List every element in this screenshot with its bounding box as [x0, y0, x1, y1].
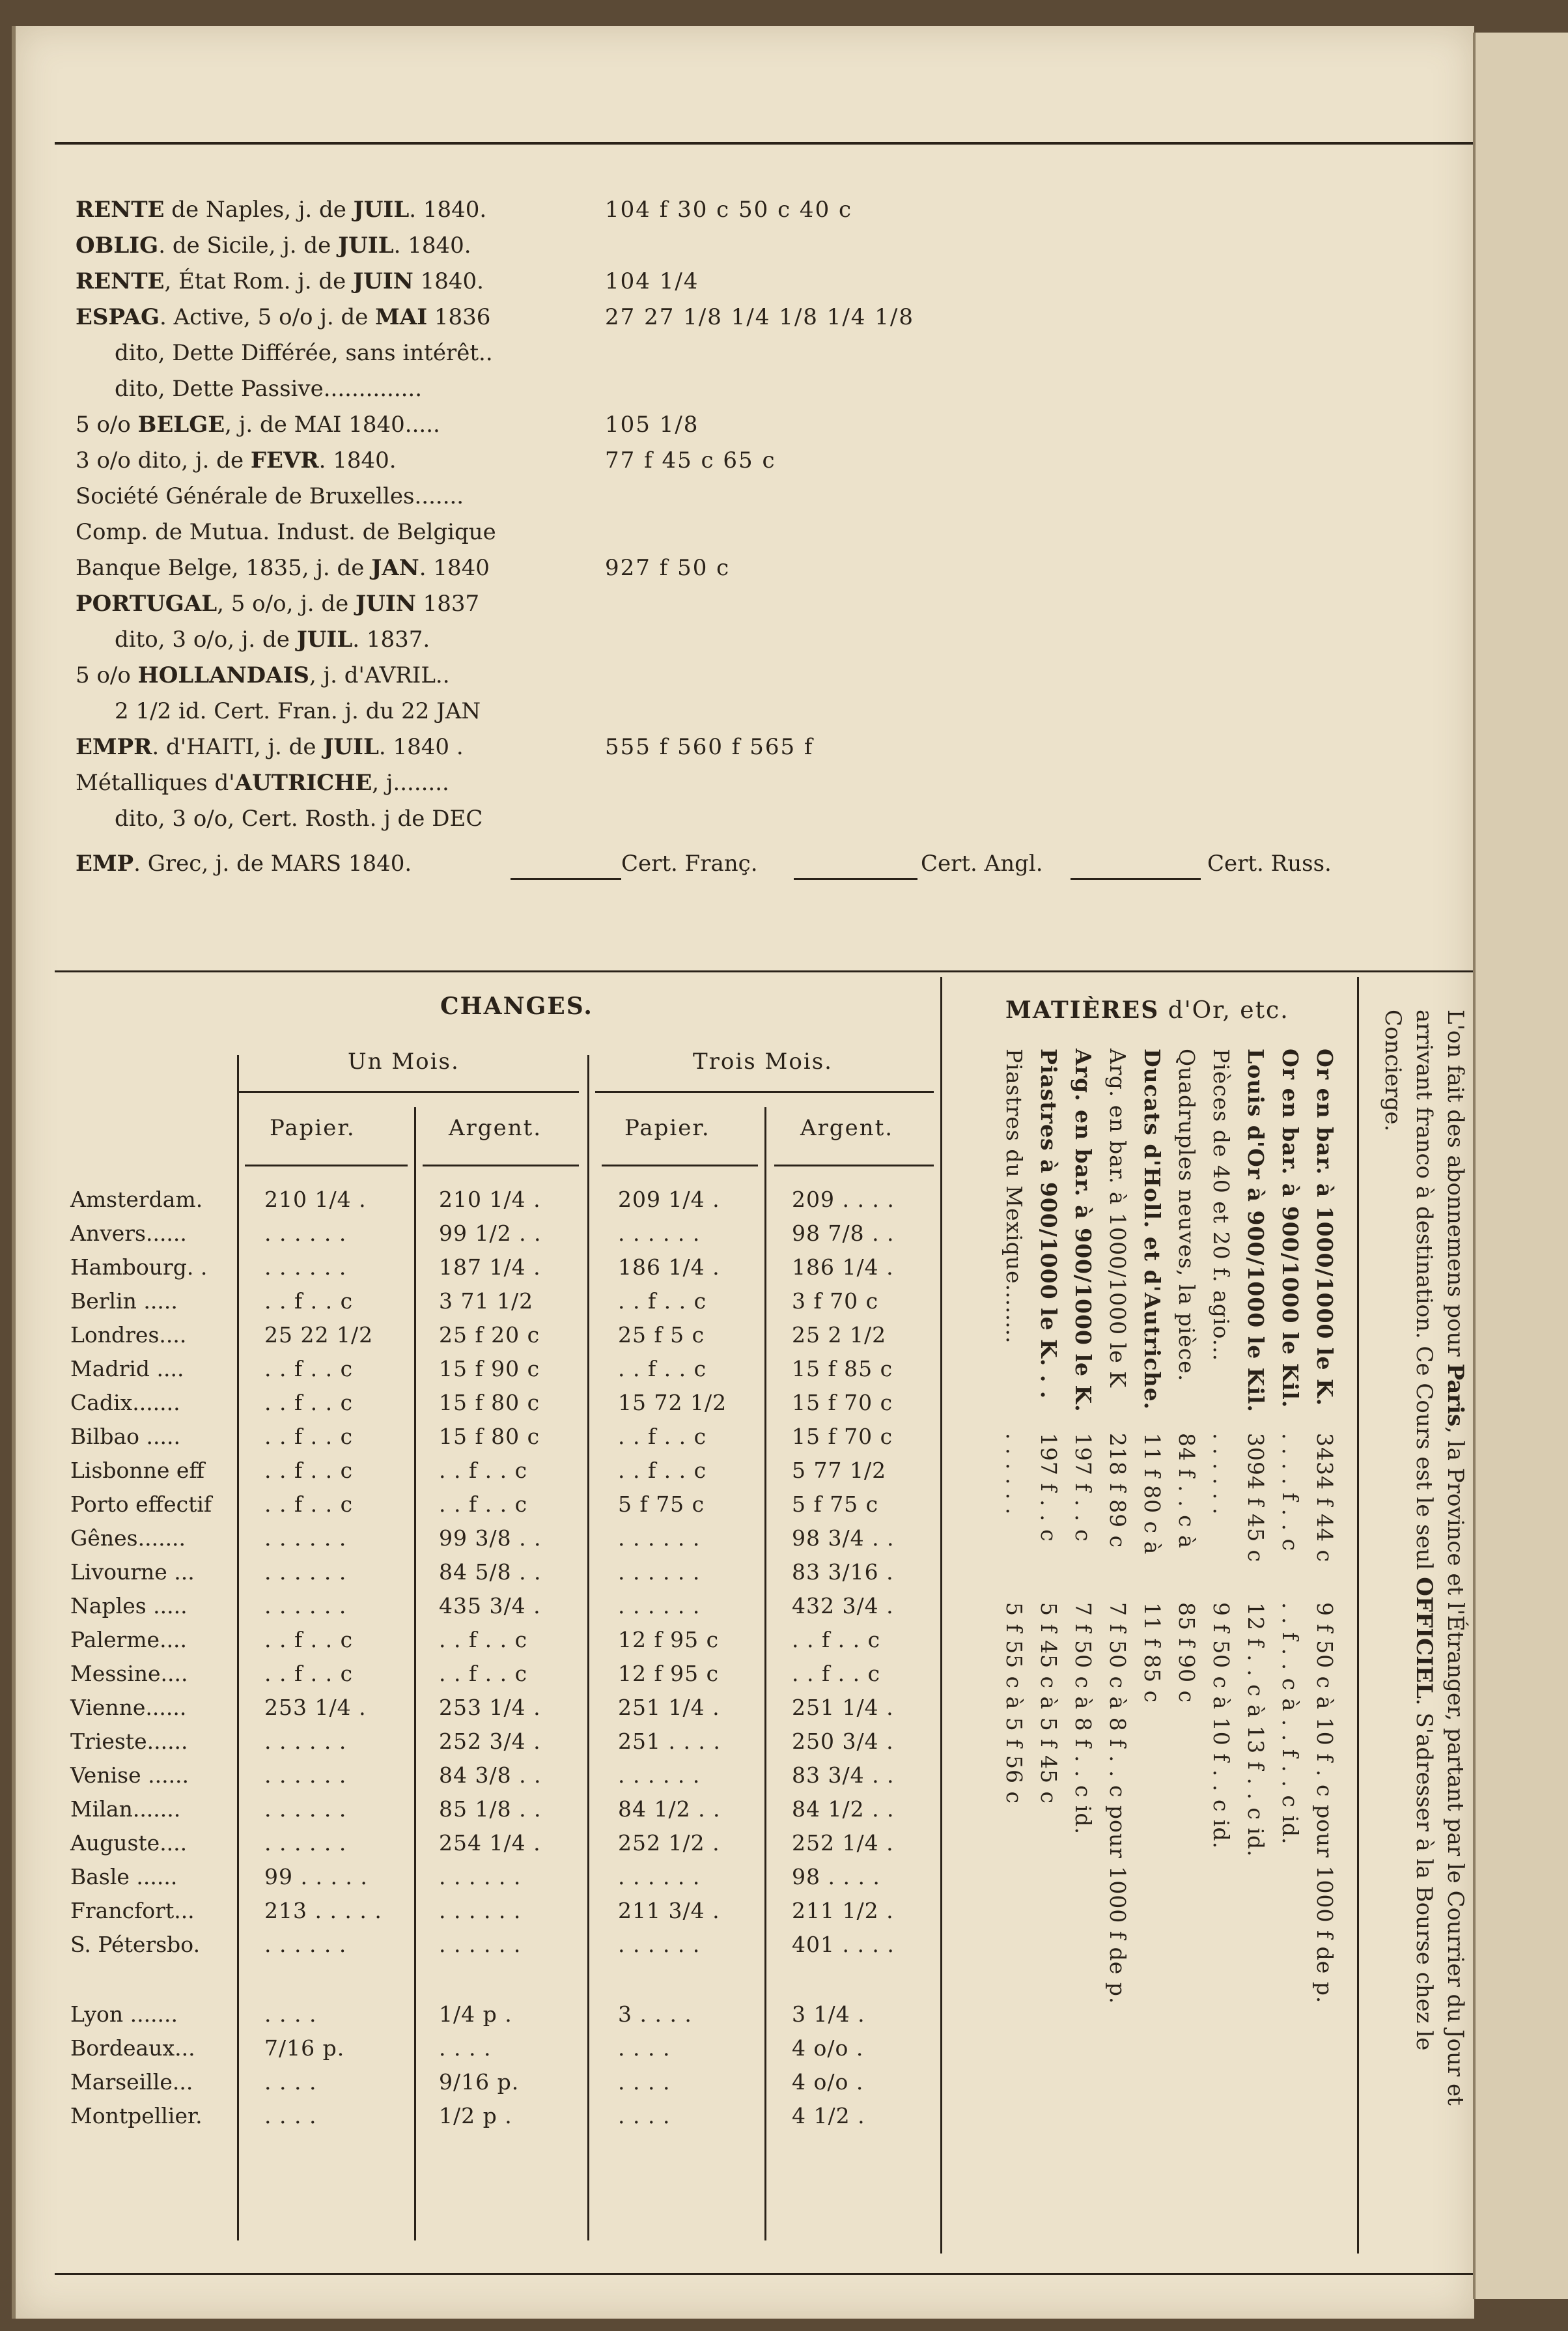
rente-label: Banque Belge, 1835, j. de JAN. 1840	[76, 555, 490, 581]
matiere-note: 7 f 50 c à 8 f . . c pour 1000 f de p.	[1105, 1602, 1130, 2005]
rate-cell-p3: . . f . . c	[618, 1458, 707, 1483]
rate-cell-a3: 211 1/2 .	[792, 1898, 894, 1923]
col-divider-2	[414, 1107, 416, 2240]
matiere-price: 84 f . . c à	[1174, 1433, 1199, 1549]
rate-cell-a1: 15 f 80 c	[439, 1424, 540, 1449]
rate-cell-p3: . . . . . .	[618, 1932, 701, 1957]
rate-cell-a3: 251 1/4 .	[792, 1695, 894, 1720]
city-name: Cadix.......	[70, 1390, 180, 1415]
argent-3-rule	[774, 1165, 934, 1166]
rate-cell-p3: . . . .	[618, 2035, 671, 2061]
matiere-price: 11 f 80 c à	[1140, 1433, 1165, 1555]
rente-label: 2 1/2 id. Cert. Fran. j. du 22 JAN	[115, 698, 481, 724]
rate-cell-p3: . . . . . .	[618, 1762, 701, 1788]
subscription-notice: L'on fait des abonnemens pour Paris, la Province et l'Étranger, partant par le Courrier du Jour et arrivant franco à destination. Ce Cours est le seul OFFICIEL. S'adresser à la Bourse chez le Concierge.	[1380, 1010, 1468, 2106]
col-papier-1: Papier.	[270, 1115, 356, 1141]
rate-cell-a3: 98 7/8 . .	[792, 1221, 895, 1246]
matiere-note: 5 f 45 c à 5 f 45 c	[1036, 1602, 1061, 1804]
rate-cell-a1: 254 1/4 .	[439, 1830, 541, 1856]
matiere-note: 9 f 50 c à 10 f . c pour 1000 f de p.	[1312, 1602, 1337, 2004]
matiere-price: 197 f . . c	[1036, 1433, 1061, 1542]
rate-cell-p3: 25 f 5 c	[618, 1322, 705, 1348]
rate-cell-a3: 25 2 1/2	[792, 1322, 887, 1348]
rate-cell-a1: 253 1/4 .	[439, 1695, 541, 1720]
rate-cell-a3: 401 . . . .	[792, 1932, 895, 1957]
rate-cell-p1: . . f . . c	[264, 1288, 354, 1314]
rate-cell-a3: 98 . . . .	[792, 1864, 880, 1889]
city-name: Bilbao .....	[70, 1424, 180, 1449]
matiere-label: Or en bar. à 1000/1000 le K.	[1312, 1049, 1337, 1407]
rate-cell-a3: 84 1/2 . .	[792, 1796, 895, 1822]
rente-label: OBLIG. de Sicile, j. de JUIL. 1840.	[76, 233, 471, 259]
rente-label: RENTE, État Rom. j. de JUIN 1840.	[76, 268, 484, 294]
city-name: Naples .....	[70, 1593, 188, 1618]
un-mois-header: Un Mois.	[348, 1049, 460, 1075]
rate-cell-p1: 253 1/4 .	[264, 1695, 367, 1720]
rate-cell-a1: 210 1/4 .	[439, 1187, 541, 1212]
rate-cell-a1: 99 1/2 . .	[439, 1221, 542, 1246]
city-name: Livourne ...	[70, 1559, 195, 1585]
rate-cell-p3: . . . .	[618, 2103, 671, 2128]
rate-cell-p1: . . f . . c	[264, 1424, 354, 1449]
rate-cell-p3: 15 72 1/2	[618, 1390, 727, 1415]
rate-cell-a3: 15 f 70 c	[792, 1390, 893, 1415]
rente-label: Comp. de Mutua. Indust. de Belgique	[76, 519, 496, 545]
matiere-label: Arg. en bar. à 1000/1000 le K	[1105, 1049, 1130, 1388]
rate-cell-a3: 5 f 75 c	[792, 1491, 879, 1517]
matiere-label: Piastres à 900/1000 le K. . .	[1036, 1049, 1061, 1400]
rate-cell-a3: 83 3/4 . .	[792, 1762, 895, 1788]
cert-angl-blank	[794, 878, 917, 880]
rate-cell-p1: . . f . . c	[264, 1390, 354, 1415]
rate-cell-a1: 15 f 90 c	[439, 1356, 540, 1381]
cert-franc-blank	[511, 878, 621, 880]
city-name: S. Pétersbo.	[70, 1932, 201, 1957]
matiere-note: 85 f 90 c	[1174, 1602, 1199, 1704]
rate-cell-p1: . . . . . .	[264, 1559, 347, 1585]
rate-cell-p3: 251 . . . .	[618, 1729, 721, 1754]
city-name: Lyon .......	[70, 2001, 178, 2027]
rate-cell-p3: 209 1/4 .	[618, 1187, 720, 1212]
rate-cell-a1: . . . . . .	[439, 1932, 522, 1957]
rate-cell-p1: . . f . . c	[264, 1627, 354, 1652]
matiere-label: Or en bar. à 900/1000 le Kil.	[1278, 1049, 1303, 1409]
rate-cell-p3: 5 f 75 c	[618, 1491, 705, 1517]
rate-cell-p1: . . f . . c	[264, 1356, 354, 1381]
matiere-label: Pièces de 40 et 20 f. agio...	[1209, 1049, 1234, 1362]
rate-cell-a3: 15 f 70 c	[792, 1424, 893, 1449]
rente-value: 105 1/8	[605, 412, 699, 438]
city-name: Berlin .....	[70, 1288, 178, 1314]
rate-cell-p3: . . f . . c	[618, 1424, 707, 1449]
city-name: Hambourg. .	[70, 1254, 208, 1280]
argent-1-rule	[423, 1165, 579, 1166]
rate-cell-p1: 99 . . . . .	[264, 1864, 368, 1889]
rate-cell-p3: 211 3/4 .	[618, 1898, 720, 1923]
rate-cell-a1: . . f . . c	[439, 1458, 528, 1483]
papier-1-rule	[245, 1165, 408, 1166]
rate-cell-p1: 25 22 1/2	[264, 1322, 374, 1348]
city-name: Venise ......	[70, 1762, 189, 1788]
col-argent-3: Argent.	[800, 1115, 894, 1141]
top-rule	[55, 142, 1481, 145]
adjacent-page-edge	[1473, 33, 1568, 2299]
emp-grec-label: EMP. Grec, j. de MARS 1840.	[76, 851, 412, 877]
rate-cell-a1: 84 3/8 . .	[439, 1762, 542, 1788]
city-name: Palerme....	[70, 1627, 188, 1652]
rente-label: Métalliques d'AUTRICHE, j........	[76, 770, 449, 796]
matiere-price: 3094 f 45 c	[1243, 1433, 1268, 1563]
rate-cell-a3: 98 3/4 . .	[792, 1525, 895, 1551]
cert-franc-label: Cert. Franç.	[621, 851, 758, 877]
city-name: Basle ......	[70, 1864, 178, 1889]
rente-label: dito, 3 o/o, Cert. Rosth. j de DEC	[115, 806, 483, 832]
rate-cell-a1: 3 71 1/2	[439, 1288, 534, 1314]
matiere-note: 9 f 50 c à 10 f . . c id.	[1209, 1602, 1234, 1850]
matiere-price: . . . . . .	[1001, 1433, 1027, 1516]
rate-cell-a1: 85 1/8 . .	[439, 1796, 542, 1822]
rate-cell-a3: 15 f 85 c	[792, 1356, 893, 1381]
matiere-price: 218 f 89 c	[1105, 1433, 1130, 1549]
rente-label: 3 o/o dito, j. de FEVR. 1840.	[76, 447, 397, 473]
rate-cell-a1: . . . . . .	[439, 1898, 522, 1923]
city-name: Amsterdam.	[70, 1187, 203, 1212]
city-name: Montpellier.	[70, 2103, 203, 2128]
rate-cell-p3: 252 1/2 .	[618, 1830, 720, 1856]
rente-value: 104 1/4	[605, 268, 699, 294]
matiere-note: 12 f . . c à 13 f . . c id.	[1243, 1602, 1268, 1858]
city-name: Anvers......	[70, 1221, 187, 1246]
rate-cell-p1: . . f . . c	[264, 1491, 354, 1517]
city-name: Lisbonne eff	[70, 1458, 204, 1483]
city-name: Porto effectif	[70, 1491, 212, 1517]
matiere-label: Quadruples neuves, la pièce.	[1174, 1049, 1199, 1382]
rente-value: 104 f 30 c 50 c 40 c	[605, 197, 853, 223]
changes-title: CHANGES.	[440, 993, 593, 1020]
matiere-label: Ducats d'Holl. et d'Autriche.	[1140, 1049, 1165, 1411]
rente-label: dito, Dette Différée, sans intérêt..	[115, 340, 493, 366]
matiere-note: 5 f 55 c à 5 f 56 c	[1001, 1602, 1027, 1804]
rate-cell-p1: . . f . . c	[264, 1661, 354, 1686]
rate-cell-a3: 83 3/16 .	[792, 1559, 894, 1585]
city-name: Gênes.......	[70, 1525, 186, 1551]
city-name: Madrid ....	[70, 1356, 184, 1381]
col-divider-3	[587, 1055, 589, 2240]
rate-cell-a3: 186 1/4 .	[792, 1254, 894, 1280]
rate-cell-p3: . . f . . c	[618, 1288, 707, 1314]
papier-3-rule	[602, 1165, 758, 1166]
rente-label: EMPR. d'HAITI, j. de JUIL. 1840 .	[76, 734, 464, 760]
col-divider-1	[237, 1055, 239, 2240]
rate-cell-p1: 213 . . . . .	[264, 1898, 382, 1923]
rate-cell-a1: 252 3/4 .	[439, 1729, 541, 1754]
rate-cell-a1: 1/4 p .	[439, 2001, 512, 2027]
rate-cell-a3: . . f . . c	[792, 1661, 881, 1686]
rente-label: dito, Dette Passive..............	[115, 376, 423, 402]
rate-cell-p1: 210 1/4 .	[264, 1187, 367, 1212]
matiere-label: Louis d'Or à 900/1000 le Kil.	[1243, 1049, 1268, 1413]
city-name: Milan.......	[70, 1796, 181, 1822]
city-name: Bordeaux...	[70, 2035, 195, 2061]
rente-label: 5 o/o BELGE, j. de MAI 1840.....	[76, 412, 440, 438]
rate-cell-p3: 3 . . . .	[618, 2001, 692, 2027]
rate-cell-a1: 25 f 20 c	[439, 1322, 540, 1348]
rate-cell-p1: . . . .	[264, 2103, 317, 2128]
rate-cell-p3: . . . .	[618, 2069, 671, 2095]
rate-cell-p1: . . . . . .	[264, 1525, 347, 1551]
un-mois-rule	[237, 1091, 579, 1093]
matiere-price: . . . . f . . c	[1278, 1433, 1303, 1552]
rate-cell-a1: . . . .	[439, 2035, 492, 2061]
matiere-note: 7 f 50 c à 8 f . . c id.	[1071, 1602, 1096, 1835]
rate-cell-p1: . . . . . .	[264, 1254, 347, 1280]
rate-cell-p3: . . . . . .	[618, 1593, 701, 1618]
rate-cell-p1: . . f . . c	[264, 1458, 354, 1483]
rate-cell-a3: 3 f 70 c	[792, 1288, 879, 1314]
city-name: Marseille...	[70, 2069, 193, 2095]
rente-label: dito, 3 o/o, j. de JUIL. 1837.	[115, 627, 430, 653]
rate-cell-a3: 432 3/4 .	[792, 1593, 894, 1618]
rate-cell-p1: . . . . . .	[264, 1729, 347, 1754]
rente-label: Société Générale de Bruxelles.......	[76, 483, 464, 509]
ledger-page	[12, 26, 1474, 2319]
city-name: Londres....	[70, 1322, 187, 1348]
rente-value: 927 f 50 c	[605, 555, 731, 581]
matiere-price: . . . . . .	[1209, 1433, 1234, 1516]
rate-cell-a3: 4 1/2 .	[792, 2103, 865, 2128]
rente-label: ESPAG. Active, 5 o/o j. de MAI 1836	[76, 304, 491, 330]
rate-cell-a3: 5 77 1/2	[792, 1458, 887, 1483]
rate-cell-p3: 186 1/4 .	[618, 1254, 720, 1280]
rente-value: 77 f 45 c 65 c	[605, 447, 776, 473]
matiere-price: 3434 f 44 c	[1312, 1433, 1337, 1563]
rate-cell-p1: . . . . . .	[264, 1762, 347, 1788]
matieres-title: MATIÈRES d'Or, etc.	[1005, 996, 1289, 1024]
rate-cell-p1: . . . . . .	[264, 1796, 347, 1822]
rate-cell-a3: 4 o/o .	[792, 2069, 864, 2095]
rate-cell-p3: 251 1/4 .	[618, 1695, 720, 1720]
cert-angl-label: Cert. Angl.	[921, 851, 1043, 877]
rente-label: RENTE de Naples, j. de JUIL. 1840.	[76, 197, 487, 223]
rate-cell-p3: 84 1/2 . .	[618, 1796, 721, 1822]
rate-cell-a1: 9/16 p.	[439, 2069, 520, 2095]
rate-cell-p3: 12 f 95 c	[618, 1627, 720, 1652]
rate-cell-a3: 4 o/o .	[792, 2035, 864, 2061]
rate-cell-a1: . . . . . .	[439, 1864, 522, 1889]
rate-cell-p1: . . . . . .	[264, 1932, 347, 1957]
rate-cell-p1: 7/16 p.	[264, 2035, 345, 2061]
rente-value: 555 f 560 f 565 f	[605, 734, 814, 760]
rate-cell-a1: 99 3/8 . .	[439, 1525, 542, 1551]
rate-cell-p1: . . . . . .	[264, 1221, 347, 1246]
rate-cell-p1: . . . . . .	[264, 1593, 347, 1618]
rate-cell-p3: 12 f 95 c	[618, 1661, 720, 1686]
cert-russ-blank	[1071, 878, 1201, 880]
city-name: Messine....	[70, 1661, 188, 1686]
matiere-label: Arg. en bar. à 900/1000 le K.	[1071, 1049, 1096, 1413]
rate-cell-a1: 15 f 80 c	[439, 1390, 540, 1415]
rate-cell-a1: 84 5/8 . .	[439, 1559, 542, 1585]
col-divider-5	[940, 977, 942, 2253]
rate-cell-a1: . . f . . c	[439, 1627, 528, 1652]
trois-mois-rule	[595, 1091, 934, 1093]
rate-cell-p3: . . . . . .	[618, 1221, 701, 1246]
rate-cell-p3: . . f . . c	[618, 1356, 707, 1381]
matiere-note: . . f . . c à . . f . . c id.	[1278, 1602, 1303, 1845]
rente-label: 5 o/o HOLLANDAIS, j. d'AVRIL..	[76, 662, 450, 688]
rente-value: 27 27 1/8 1/4 1/8 1/4 1/8	[605, 304, 914, 330]
rate-cell-p1: . . . .	[264, 2069, 317, 2095]
rate-cell-a1: 435 3/4 .	[439, 1593, 541, 1618]
col-papier-3: Papier.	[624, 1115, 710, 1141]
rate-cell-p3: . . . . . .	[618, 1525, 701, 1551]
city-name: Francfort...	[70, 1898, 195, 1923]
rate-cell-a3: . . f . . c	[792, 1627, 881, 1652]
rate-cell-p3: . . . . . .	[618, 1559, 701, 1585]
city-name: Trieste......	[70, 1729, 188, 1754]
city-name: Vienne......	[70, 1695, 187, 1720]
rate-cell-a1: . . f . . c	[439, 1491, 528, 1517]
matiere-note: 11 f 85 c	[1140, 1602, 1165, 1704]
rate-cell-p1: . . . . . .	[264, 1830, 347, 1856]
rate-cell-a3: 209 . . . .	[792, 1187, 895, 1212]
rate-cell-a1: 187 1/4 .	[439, 1254, 541, 1280]
matiere-price: 197 f . . c	[1071, 1433, 1096, 1542]
col-divider-4	[764, 1107, 766, 2240]
rente-label: PORTUGAL, 5 o/o, j. de JUIN 1837	[76, 591, 480, 617]
col-argent-1: Argent.	[449, 1115, 542, 1141]
city-name: Auguste....	[70, 1830, 188, 1856]
rate-cell-a3: 3 1/4 .	[792, 2001, 865, 2027]
rate-cell-a3: 252 1/4 .	[792, 1830, 894, 1856]
bottom-rule	[55, 2273, 1481, 2275]
cert-russ-label: Cert. Russ.	[1207, 851, 1332, 877]
rate-cell-p3: . . . . . .	[618, 1864, 701, 1889]
matieres-divider	[1357, 977, 1359, 2253]
rate-cell-a1: . . f . . c	[439, 1661, 528, 1686]
middle-rule	[55, 970, 1481, 972]
rate-cell-p1: . . . .	[264, 2001, 317, 2027]
trois-mois-header: Trois Mois.	[693, 1049, 833, 1075]
rate-cell-a1: 1/2 p .	[439, 2103, 512, 2128]
matiere-label: Piastres du Mexique........	[1001, 1049, 1027, 1344]
rate-cell-a3: 250 3/4 .	[792, 1729, 894, 1754]
